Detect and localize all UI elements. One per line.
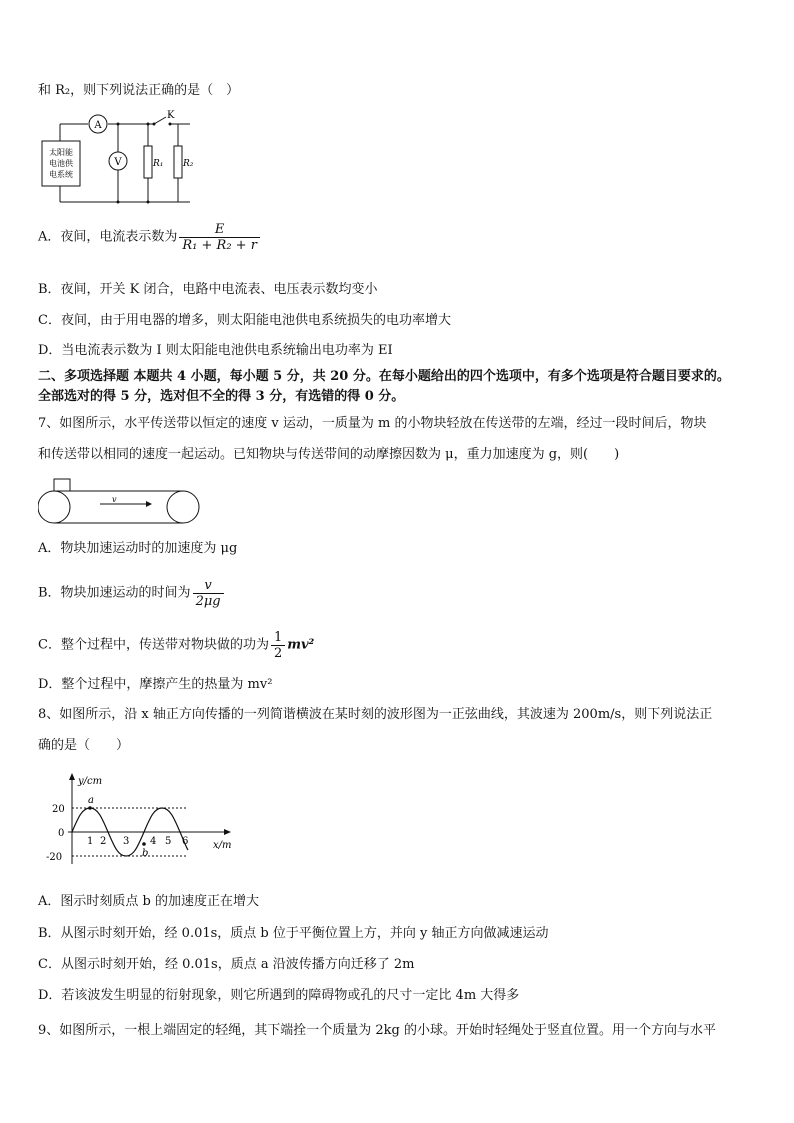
q7-option-c-fraction: $\frac{1}{2}$: [271, 630, 285, 661]
q7-stem-line2: 和传送带以相同的速度一起运动。已知物块与传送带间的动摩擦因数为 μ，重力加速度为 g，则( ): [38, 447, 620, 462]
q6-option-a-fraction: $\frac{E}{\text{R₁ + R₂ + r}}$: [179, 222, 260, 253]
belt-velocity-label: v: [112, 495, 117, 504]
graph-ylabel: y/cm: [78, 776, 103, 787]
graph-xtick-6: 6: [182, 836, 189, 847]
q8-stem-line2: 确的是（ ）: [38, 738, 130, 753]
graph-xtick-5: 5: [165, 836, 172, 847]
ammeter-label: A: [94, 120, 102, 131]
section2-line2: 全部选对的得 5 分，选对但不全的得 3 分，有选错的得 0 分。: [38, 389, 405, 404]
q9-stem-line1: 9、如图所示，一根上端固定的轻绳，其下端拴一个质量为 2kg 的小球。开始时轻绳处于竖直位置。用一个方向与水平: [38, 1023, 717, 1038]
graph-xtick-3: 3: [123, 836, 130, 847]
circuit-box-line3: 电系统: [49, 170, 73, 179]
q6-option-c: C．夜间，由于用电器的增多，则太阳能电池供电系统损失的电功率增大: [38, 313, 451, 328]
q6-option-d: D．当电流表示数为 I 则太阳能电池供电系统输出电功率为 EI: [38, 343, 393, 358]
q6-option-b: B．夜间，开关 K 闭合，电路中电流表、电压表示数均变小: [38, 282, 378, 297]
q7-option-d: D．整个过程中，摩擦产生的热量为 mv²: [38, 677, 273, 692]
graph-xlabel: x/m: [213, 840, 232, 851]
q8-stem-line1: 8、如图所示，沿 x 轴正方向传播的一列简谐横波在某时刻的波形图为一正弦曲线，其波速为 200m/s，则下列说法正: [38, 707, 713, 722]
voltmeter-label: V: [114, 157, 122, 168]
q7-conveyor-belt-diagram: [38, 476, 203, 528]
circuit-box-line2: 电池供: [49, 159, 73, 168]
q6-option-a: A．夜间，电流表示数为 $\frac{E}{\text{R₁ + R₂ + r}}$: [38, 222, 262, 253]
q7-option-c: C．整个过程中，传送带对物块做的功为 $\frac{1}{2}$ mv²: [38, 630, 315, 661]
graph-point-a-label: a: [88, 795, 94, 806]
q8-option-a: A．图示时刻质点 b 的加速度正在增大: [38, 894, 259, 909]
q7-stem-line1: 7、如图所示，水平传送带以恒定的速度 v 运动，一质量为 m 的小物块轻放在传送带的左端，经过一段时间后，物块: [38, 416, 707, 431]
r2-label: R₂: [183, 159, 194, 169]
circuit-box-line1: 太阳能: [49, 148, 73, 157]
q7-option-b: B．物块加速运动的时间为 $\frac{v}{2\mu g}$: [38, 578, 226, 609]
q8-option-d: D．若该波发生明显的衍射现象，则它所遇到的障碍物或孔的尺寸一定比 4m 大得多: [38, 988, 520, 1003]
graph-xtick-1: 1: [87, 836, 94, 847]
graph-ytick-0: 0: [58, 828, 65, 839]
q7-option-b-fraction: $\frac{v}{2\mu g}$: [193, 578, 224, 609]
q8-option-c: C．从图示时刻开始，经 0.01s，质点 a 沿波传播方向迁移了 2m: [38, 957, 415, 972]
graph-xtick-4: 4: [150, 836, 157, 847]
graph-xtick-2: 2: [100, 836, 107, 847]
q8-wave-graph: [38, 772, 248, 868]
graph-ytick-20: 20: [52, 804, 65, 815]
q6-circuit-diagram: [38, 108, 198, 208]
q6-intro: 和 R₂，则下列说法正确的是（ ）: [38, 83, 240, 98]
switch-label: K: [167, 110, 175, 121]
graph-ytick-neg20: -20: [46, 852, 63, 863]
q7-option-a: A．物块加速运动时的加速度为 μg: [38, 541, 238, 556]
q8-option-b: B．从图示时刻开始，经 0.01s，质点 b 位于平衡位置上方，并向 y 轴正方向做减速运动: [38, 926, 549, 941]
graph-point-b-label: b: [142, 848, 149, 859]
section2-line1: 二、多项选择题 本题共 4 小题，每小题 5 分，共 20 分。在每小题给出的四个选项中，有多个选项是符合题目要求的。: [38, 369, 730, 384]
r1-label: R₁: [153, 159, 164, 169]
